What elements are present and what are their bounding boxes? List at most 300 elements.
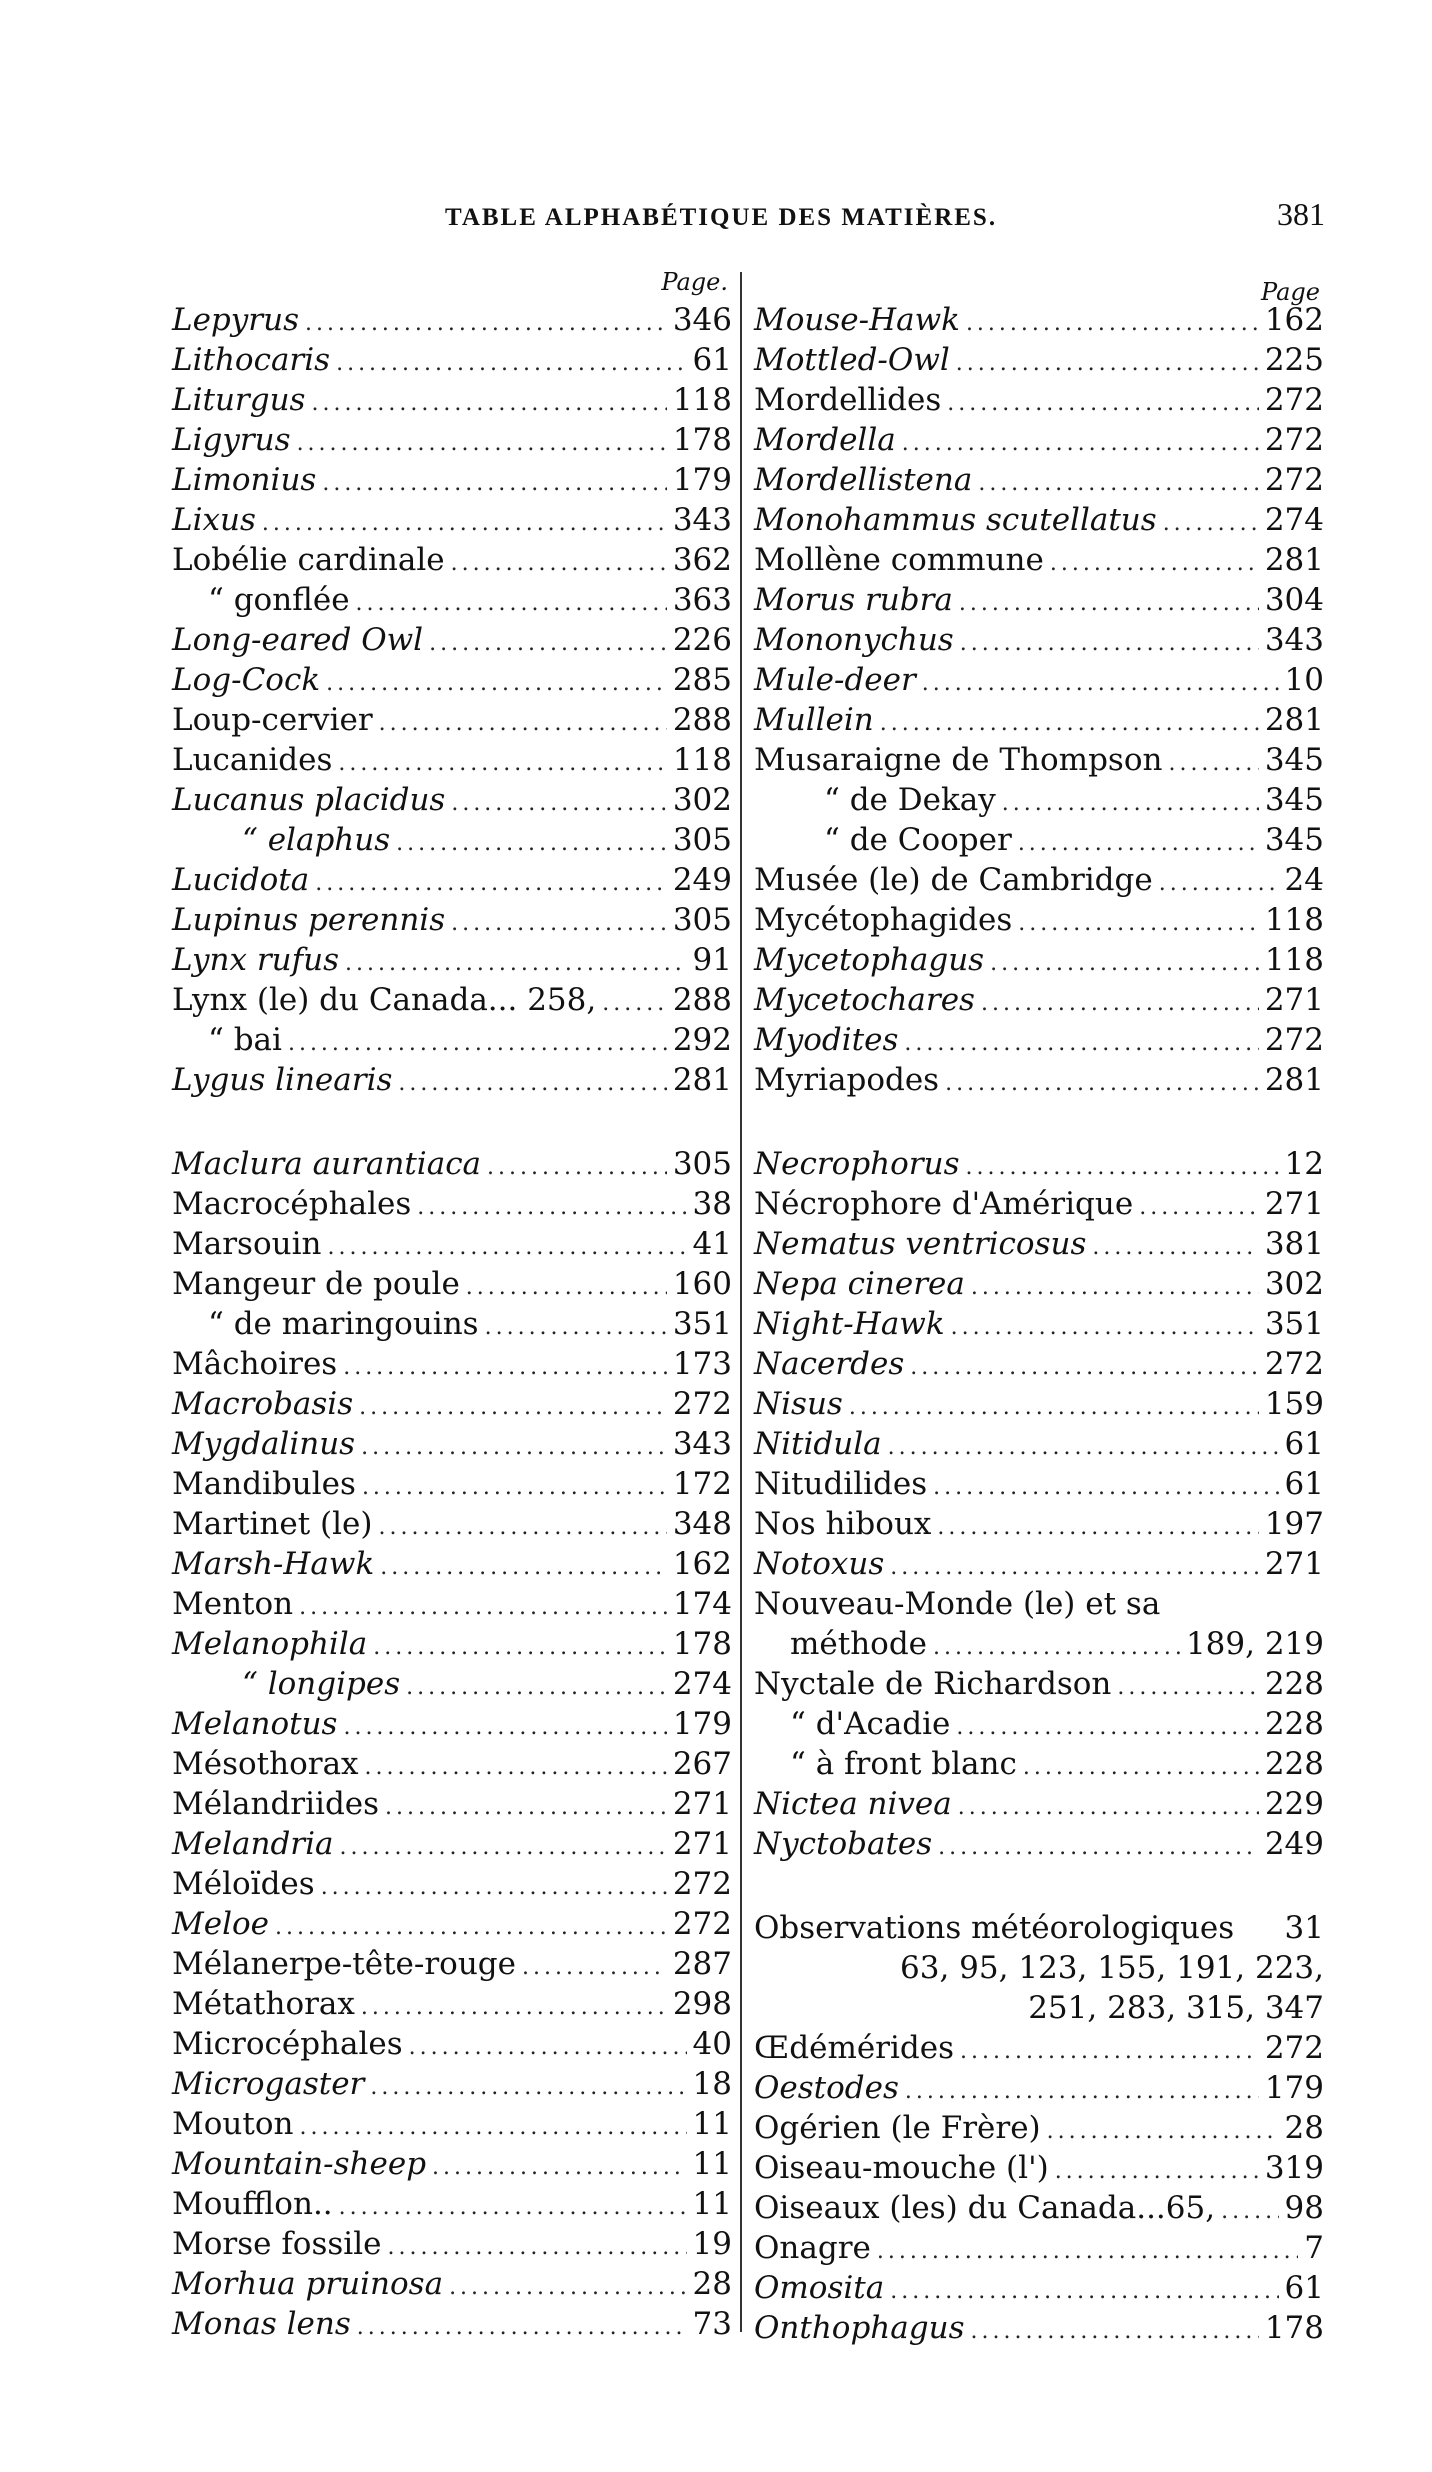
entry-page: 285	[672, 662, 732, 698]
leader-dots	[396, 824, 667, 864]
entry-page: 249	[672, 862, 732, 898]
entry-name: Oestodes	[754, 2070, 899, 2106]
entry-continuation: 63, 95, 123, 155, 191, 223,	[900, 1950, 1324, 1986]
index-entry	[172, 1864, 732, 1904]
entry-page: 274	[672, 1666, 732, 1702]
index-entry	[754, 340, 1324, 380]
entry-name: Night-Hawk	[754, 1306, 945, 1342]
entry-page: 159	[1264, 1386, 1324, 1422]
entry-name: “ d'Acadie	[790, 1706, 951, 1742]
leader-dots	[311, 384, 666, 424]
leader-dots	[966, 304, 1259, 344]
index-entry	[172, 300, 732, 340]
entry-name: “ bai	[208, 1022, 282, 1058]
leader-dots	[1018, 904, 1259, 944]
entry-name: Lygus linearis	[172, 1062, 393, 1098]
index-entry	[172, 1304, 732, 1344]
entry-page: 319	[1264, 2150, 1324, 2186]
leader-dots	[880, 704, 1259, 744]
index-entry	[754, 1344, 1324, 1384]
index-entry	[172, 1744, 732, 1784]
index-entry	[172, 460, 732, 500]
leader-dots	[1002, 784, 1259, 824]
index-entry	[172, 1824, 732, 1864]
entry-page: 7	[1304, 2230, 1324, 2266]
entry-name: Lithocaris	[172, 342, 331, 378]
index-entry	[754, 1144, 1324, 1184]
leader-dots	[990, 944, 1259, 984]
leader-dots	[1221, 2192, 1278, 2232]
leader-dots	[451, 784, 667, 824]
index-entry	[754, 940, 1324, 980]
entry-name: Mottled-Owl	[754, 342, 950, 378]
entry-name: Morhua pruinosa	[172, 2266, 444, 2302]
entry-page: 271	[1264, 982, 1324, 1018]
leader-dots	[429, 624, 667, 664]
left-column	[172, 268, 732, 2344]
leader-dots	[387, 2228, 686, 2268]
entry-name: Mountain-sheep	[172, 2146, 427, 2182]
index-entry	[172, 1704, 732, 1744]
leader-dots	[288, 1024, 667, 1064]
leader-dots	[487, 1148, 667, 1188]
page-column-label: Page	[1261, 278, 1320, 306]
entry-name: Nyctale de Richardson	[754, 1666, 1112, 1702]
entry-page: 288	[672, 702, 732, 738]
entry-name: Nyctobates	[754, 1826, 933, 1862]
index-entry	[172, 1984, 732, 2024]
entry-name: Lobélie cardinale	[172, 542, 445, 578]
index-entry	[172, 1060, 732, 1100]
entry-name: Nécrophore d'Amérique	[754, 1186, 1134, 1222]
leader-dots	[417, 1188, 686, 1228]
leader-dots	[947, 384, 1259, 424]
index-entry	[172, 780, 732, 820]
index-entry	[172, 2224, 732, 2264]
entry-page: 272	[1264, 462, 1324, 498]
entry-page: 118	[672, 382, 732, 418]
section-gap	[754, 1100, 1324, 1144]
entry-page: 298	[672, 1986, 732, 2022]
leader-dots	[379, 1508, 667, 1548]
leader-dots	[345, 944, 687, 984]
index-entry	[172, 2064, 732, 2104]
index-entry	[172, 940, 732, 980]
index-entry	[754, 1384, 1324, 1424]
entry-name: Lucanides	[172, 742, 333, 778]
index-entry	[172, 1344, 732, 1384]
entry-name: “ à front blanc	[790, 1746, 1017, 1782]
index-entry	[754, 1824, 1324, 1864]
index-entry	[754, 1224, 1324, 1264]
leader-dots	[938, 1828, 1259, 1868]
entry-name: Mycetochares	[754, 982, 975, 1018]
entry-name: Nepa cinerea	[754, 1266, 965, 1302]
entry-page: 172	[672, 1466, 732, 1502]
index-entry	[754, 820, 1324, 860]
leader-dots	[370, 2068, 686, 2108]
leader-dots	[978, 464, 1259, 504]
index-entry	[754, 1544, 1324, 1584]
entry-page: 28	[1284, 2110, 1324, 2146]
entry-page: 272	[672, 1906, 732, 1942]
leader-dots	[339, 2188, 687, 2228]
right-column	[754, 268, 1324, 2348]
entry-name: Ligyrus	[172, 422, 291, 458]
entry-page: 40	[692, 2026, 732, 2062]
index-entry	[754, 1584, 1324, 1624]
entry-page: 305	[672, 822, 732, 858]
entry-name: Martinet (le)	[172, 1506, 373, 1542]
entry-page: 11	[692, 2106, 732, 2142]
entry-page: 302	[1264, 1266, 1324, 1302]
leader-dots	[362, 1468, 667, 1508]
leader-dots	[299, 2108, 686, 2148]
entry-page: 178	[672, 422, 732, 458]
leader-dots	[1139, 1188, 1259, 1228]
entry-page: 73	[692, 2306, 732, 2342]
entry-page: 346	[672, 302, 732, 338]
leader-dots	[380, 1548, 667, 1588]
leader-dots	[406, 1668, 667, 1708]
leader-dots	[357, 2308, 687, 2348]
leader-dots	[451, 904, 667, 944]
leader-dots	[451, 544, 667, 584]
leader-dots	[971, 1268, 1259, 1308]
entry-page: 225	[1264, 342, 1324, 378]
entry-page: 179	[672, 462, 732, 498]
entry-page: 343	[672, 1426, 732, 1462]
entry-name: Oiseaux (les) du Canada...65,	[754, 2190, 1216, 2226]
leader-dots	[922, 664, 1279, 704]
entry-page: 226	[672, 622, 732, 658]
leader-dots	[343, 1708, 666, 1748]
leader-dots	[1018, 824, 1259, 864]
index-entry	[754, 460, 1324, 500]
entry-page: 61	[1284, 1466, 1324, 1502]
entry-page: 345	[1264, 822, 1324, 858]
entry-name: Menton	[172, 1586, 294, 1622]
entry-name: “ de Cooper	[824, 822, 1012, 858]
entry-name: Nouveau-Monde (le) et sa	[754, 1586, 1161, 1622]
entry-name: Onthophagus	[754, 2310, 965, 2346]
leader-dots	[890, 2272, 1278, 2312]
entry-name: Loup-cervier	[172, 702, 373, 738]
entry-name: Onagre	[754, 2230, 871, 2266]
index-entry	[172, 1020, 732, 1060]
index-entry	[754, 900, 1324, 940]
index-entry	[754, 2108, 1324, 2148]
index-entry	[172, 380, 732, 420]
entry-page: 118	[672, 742, 732, 778]
page-number: 381	[1277, 196, 1325, 232]
entry-name: Mouton	[172, 2106, 294, 2142]
entry-name: méthode	[790, 1626, 928, 1662]
entry-page: 178	[1264, 2310, 1324, 2346]
entry-page: 272	[1264, 2030, 1324, 2066]
entry-name: Myodites	[754, 1022, 899, 1058]
index-entry	[754, 1060, 1324, 1100]
entry-page: 281	[1264, 1062, 1324, 1098]
leader-dots	[945, 1064, 1259, 1104]
entry-name: Lynx rufus	[172, 942, 339, 978]
entry-page: 271	[672, 1826, 732, 1862]
entry-page: 345	[1264, 742, 1324, 778]
entry-page: 287	[672, 1946, 732, 1982]
entry-page: 267	[672, 1746, 732, 1782]
leader-dots	[965, 1148, 1278, 1188]
leader-dots	[338, 744, 666, 784]
entry-page: 10	[1284, 662, 1324, 698]
leader-dots	[956, 344, 1259, 384]
entry-page: 274	[1264, 502, 1324, 538]
entry-page: 304	[1264, 582, 1324, 618]
entry-name: Mygdalinus	[172, 1426, 356, 1462]
entry-name: Melanophila	[172, 1626, 368, 1662]
entry-name: Ogérien (le Frère)	[754, 2110, 1041, 2146]
leader-dots	[299, 1588, 667, 1628]
leader-dots	[340, 1828, 667, 1868]
entry-name: Liturgus	[172, 382, 306, 418]
leader-dots	[602, 984, 667, 1024]
entry-page: 271	[1264, 1186, 1324, 1222]
entry-page: 345	[1264, 782, 1324, 818]
index-entry	[172, 1184, 732, 1224]
entry-page: 61	[692, 342, 732, 378]
entry-page: 363	[672, 582, 732, 618]
leader-dots	[321, 1868, 667, 1908]
leader-dots	[449, 2268, 686, 2308]
entry-page: 61	[1284, 2270, 1324, 2306]
index-entry	[754, 1424, 1324, 1464]
index-entry	[172, 1944, 732, 1984]
leader-dots	[960, 624, 1259, 664]
entry-name: Nitidula	[754, 1426, 882, 1462]
entry-continuation: 251, 283, 315, 347	[1028, 1990, 1324, 2026]
entry-page: 98	[1284, 2190, 1324, 2226]
leader-dots	[960, 2032, 1259, 2072]
entry-name: Morus rubra	[754, 582, 953, 618]
index-group-l	[172, 300, 732, 1100]
entry-page: 160	[672, 1266, 732, 1302]
leader-dots	[888, 1428, 1279, 1468]
index-group-n2	[754, 1664, 1324, 1864]
index-entry	[754, 420, 1324, 460]
entry-page: 362	[672, 542, 732, 578]
leader-dots	[326, 664, 667, 704]
entry-page: 41	[692, 1226, 732, 1262]
entry-page: 343	[1264, 622, 1324, 658]
entry-name: “ longipes	[242, 1666, 401, 1702]
entry-page: 24	[1284, 862, 1324, 898]
entry-name: Mule-deer	[754, 662, 916, 698]
index-entry	[172, 420, 732, 460]
index-entry	[754, 1784, 1324, 1824]
index-entry	[754, 2028, 1324, 2068]
entry-name: Melandria	[172, 1826, 334, 1862]
leader-dots	[305, 304, 667, 344]
leader-dots	[432, 2148, 687, 2188]
entry-name: Macrocéphales	[172, 1186, 412, 1222]
entry-page: 179	[1264, 2070, 1324, 2106]
entry-name: Meloe	[172, 1906, 270, 1942]
entry-page: 271	[1264, 1546, 1324, 1582]
entry-page: 272	[1264, 382, 1324, 418]
entry-name: Maclura aurantiaca	[172, 1146, 482, 1182]
entry-name: Mélanerpe-tête-rouge	[172, 1946, 516, 1982]
leader-dots	[385, 1788, 667, 1828]
entry-page: 18	[692, 2066, 732, 2102]
leader-dots	[1050, 544, 1259, 584]
leader-dots	[951, 1308, 1259, 1348]
entry-page: 178	[672, 1626, 732, 1662]
entry-page: 91	[692, 942, 732, 978]
entry-name: Mononychus	[754, 622, 954, 658]
entry-page: 348	[672, 1506, 732, 1542]
entry-name: Mordellistena	[754, 462, 973, 498]
entry-page: 288	[672, 982, 732, 1018]
index-entry	[754, 500, 1324, 540]
index-entry	[172, 1904, 732, 1944]
entry-name: Microcéphales	[172, 2026, 403, 2062]
entry-name: Lupinus perennis	[172, 902, 446, 938]
index-entry	[754, 1744, 1324, 1784]
index-entry	[754, 1908, 1324, 1948]
entry-name: Myriapodes	[754, 1062, 940, 1098]
index-group-o	[754, 2028, 1324, 2348]
index-entry	[172, 1784, 732, 1824]
index-entry	[172, 580, 732, 620]
entry-page: 272	[672, 1386, 732, 1422]
entry-page: 31	[1284, 1910, 1324, 1946]
leader-dots	[322, 464, 667, 504]
entry-page: 12	[1284, 1146, 1324, 1182]
leader-dots	[373, 1628, 667, 1668]
index-entry	[172, 2184, 732, 2224]
leader-dots	[910, 1348, 1259, 1388]
index-entry	[172, 1424, 732, 1464]
entry-name: Musaraigne de Thompson	[754, 742, 1163, 778]
leader-dots	[398, 1064, 666, 1104]
index-entry	[172, 500, 732, 540]
entry-name: Mandibules	[172, 1466, 356, 1502]
index-entry	[172, 1504, 732, 1544]
index-entry	[172, 1584, 732, 1624]
leader-dots	[466, 1268, 667, 1308]
entry-name: Lynx (le) du Canada... 258,	[172, 982, 597, 1018]
index-entry	[754, 700, 1324, 740]
leader-dots	[937, 1508, 1258, 1548]
entry-name: Méloïdes	[172, 1866, 315, 1902]
leader-dots	[933, 1628, 1180, 1668]
leader-dots	[849, 1388, 1259, 1428]
entry-name: Mycetophagus	[754, 942, 985, 978]
entry-name: Œdémérides	[754, 2030, 955, 2066]
entry-name: Mordella	[754, 422, 896, 458]
index-group-n	[754, 1144, 1324, 1584]
index-entry	[754, 1704, 1324, 1744]
index-entry	[754, 1504, 1324, 1544]
entry-name: Mouse-Hawk	[754, 302, 960, 338]
index-entry	[754, 1264, 1324, 1304]
entry-page: 249	[1264, 1826, 1324, 1862]
leader-dots	[1168, 744, 1258, 784]
index-entry	[754, 540, 1324, 580]
leader-dots	[933, 1468, 1278, 1508]
index-entry	[172, 2304, 732, 2344]
leader-dots	[262, 504, 667, 544]
leader-dots	[327, 1228, 686, 1268]
entry-name: Mycétophagides	[754, 902, 1013, 938]
page-header	[175, 196, 1325, 246]
entry-page: 272	[1264, 1022, 1324, 1058]
entry-name: Observations météorologiques	[754, 1910, 1235, 1946]
entry-name: Oiseau-mouche (l')	[754, 2150, 1049, 2186]
entry-page: 228	[1264, 1746, 1324, 1782]
index-entry	[754, 780, 1324, 820]
leader-dots	[956, 1708, 1258, 1748]
entry-name: Long-eared Owl	[172, 622, 424, 658]
entry-name: Macrobasis	[172, 1386, 354, 1422]
leader-dots	[981, 984, 1259, 1024]
entry-page: 11	[692, 2146, 732, 2182]
index-entry	[172, 540, 732, 580]
index-entry	[172, 1144, 732, 1184]
entry-name: Moufflon..	[172, 2186, 333, 2222]
index-entry	[754, 2308, 1324, 2348]
index-entry	[754, 2188, 1324, 2228]
leader-dots	[343, 1348, 667, 1388]
entry-page: 292	[672, 1022, 732, 1058]
leader-dots	[361, 1988, 667, 2028]
entry-page: 272	[672, 1866, 732, 1902]
entry-page: 179	[672, 1706, 732, 1742]
leader-dots	[409, 2028, 687, 2068]
entry-name: Lixus	[172, 502, 256, 538]
entry-name: Lepyrus	[172, 302, 299, 338]
index-entry	[754, 2068, 1324, 2108]
leader-dots	[522, 1948, 667, 1988]
entry-page: 174	[672, 1586, 732, 1622]
entry-page: 228	[1264, 1666, 1324, 1702]
entry-name: Necrophorus	[754, 1146, 960, 1182]
leader-dots	[970, 2312, 1258, 2352]
entry-page: 281	[672, 1062, 732, 1098]
entry-name: Nacerdes	[754, 1346, 905, 1382]
leader-dots	[959, 584, 1259, 624]
leader-dots	[1117, 1668, 1258, 1708]
index-entry	[754, 1664, 1324, 1704]
entry-name: Mordellides	[754, 382, 942, 418]
leader-dots	[1047, 2112, 1279, 2152]
entry-page: 61	[1284, 1426, 1324, 1462]
index-entry	[172, 700, 732, 740]
index-entry	[172, 980, 732, 1020]
entry-page: 173	[672, 1346, 732, 1382]
index-entry	[172, 860, 732, 900]
entry-name: Mullein	[754, 702, 874, 738]
leader-dots	[877, 2232, 1298, 2272]
entry-name: Musée (le) de Cambridge	[754, 862, 1153, 898]
index-entry	[172, 740, 732, 780]
leader-dots	[1159, 864, 1279, 904]
index-entry	[172, 900, 732, 940]
entry-name: Lucanus placidus	[172, 782, 446, 818]
index-entry	[754, 620, 1324, 660]
entry-name: Nictea nivea	[754, 1786, 952, 1822]
entry-name: Microgaster	[172, 2066, 365, 2102]
entry-page: 281	[1264, 702, 1324, 738]
